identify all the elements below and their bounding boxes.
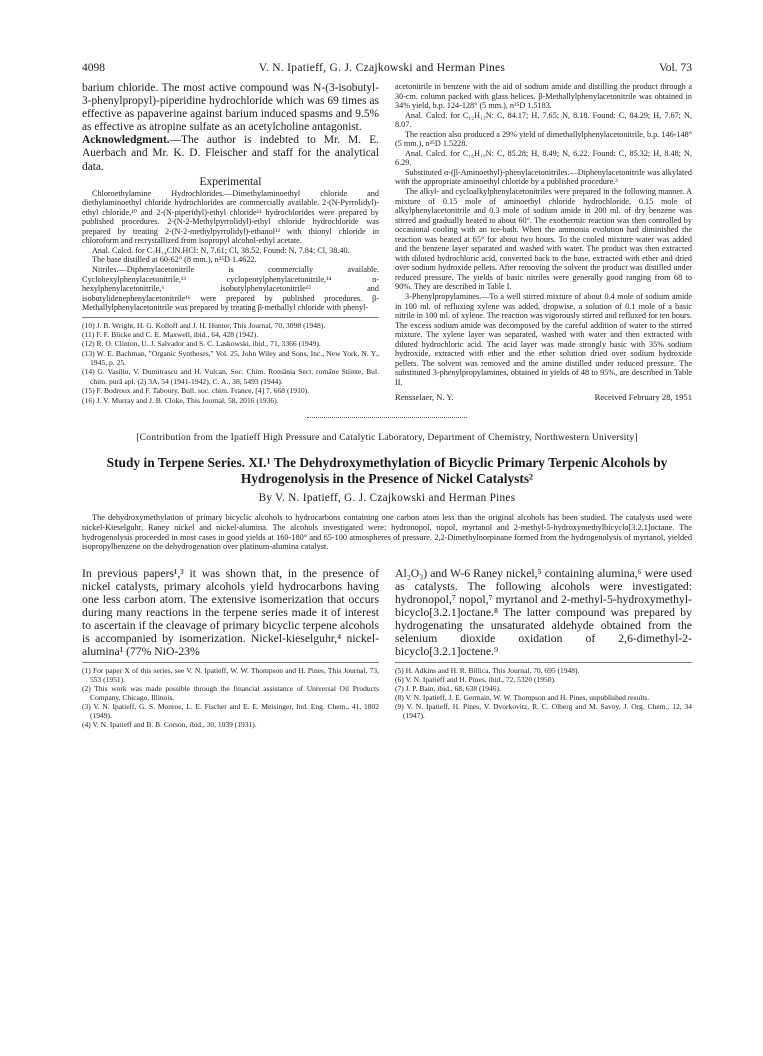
running-title: V. N. Ipatieff, G. J. Czajkowski and Herman Pines xyxy=(258,62,506,74)
article-authors: By V. N. Ipatieff, G. J. Czajkowski and Herman Pines xyxy=(258,492,516,505)
place: Rensselaer, N. Y. xyxy=(395,391,454,402)
lower-right-column xyxy=(395,567,692,729)
footnotes-lower-right xyxy=(395,662,692,720)
footnotes-lower-left xyxy=(82,662,379,729)
running-header xyxy=(82,62,692,82)
paragraph: Nitriles.—Diphenylacetonitrile is commercially available. Cyclohexylphenylacetonitrile,¹³ cyclopentylphenylacetonitrile,¹⁴ n-hexylphenylacetonitrile,⁶ isobutylphenylacetonitrile¹⁵ and isobutylidenephenylacetonitrile¹⁶ were prepared by published procedures. β-Methallylphenylacetonitrile was prepared by treating β-methallyl chloride with phenyl- xyxy=(82,265,379,313)
footnote: (1) For paper X of this series, see V. N. Ipatieff, W. W. Thompson and H. Pines, This Journal, 73, 553 (1951). xyxy=(82,665,379,684)
journal-page xyxy=(82,62,692,1037)
page-number: 4098 xyxy=(82,62,105,74)
experimental-left-text xyxy=(82,189,379,313)
paragraph: Anal. Calcd. for C₇H₁₄ClN.HCl: N, 7.61; Cl, 38.52. Found: N, 7.84; Cl, 38.40. xyxy=(92,245,350,255)
paragraph: The base distilled at 60-62° (8 mm.), n²⁵D 1.4622. xyxy=(92,255,257,265)
intro-paragraph: barium chloride. The most active compound was N-(3-isobutyl-3-phenylpropyl)-piperidine hydrochloride which was 69 times as effective as papaverine against barium induced spasms and 9.5% as effective as atropine sulfate as an acetylcholine antagonist. xyxy=(82,82,379,134)
upper-right-column xyxy=(395,82,692,405)
footnote: (2) This work was made possible through the financial assistance of Universal Oil Products Company, Chicago, Illinois. xyxy=(82,683,379,702)
volume-label: Vol. 73 xyxy=(658,62,692,74)
lower-columns xyxy=(82,567,692,729)
paragraph: 3-Phenylpropylamines.—To a well stirred mixture of about 0.4 mole of sodium amide in 100 ml. of refluxing xylene was added, dropwise, a solution of 0.1 mole of a basic nitrile in 100 ml. of xylene. The reaction was vigorously stirred and refluxed for ten hours. The excess sodium amide was decomposed by the careful addition of water to the stirred mixture. The xylene layer was separated, washed with water and then extracted with diluted hydrochloric acid. The acid layer was made strongly basic with 35% sodium hydroxide, extracted with ether and the ether solution dried over sodium hydroxide pellets. The solvent was removed and the amine distilled under reduced pressure. The substituted 3-phenylpropylamines, obtained in yields of 48 to 95%, are described in Table II. xyxy=(395,292,692,387)
paragraph: Anal. Calcd. for C₁₂H₁₃N: C, 84.17; H, 7.65; N, 8.18. Found: C, 84.29; H, 7.67; N, 8.07. xyxy=(395,110,692,130)
lower-left-column xyxy=(82,567,379,729)
footnote: (12) R. O. Clinton, U. J. Salvador and S. C. Laskowski, ibid., 71, 3366 (1949). xyxy=(82,339,321,349)
paragraph: The alkyl- and cycloalkylphenylacetonitriles were prepared in the following manner. A mixture of 0.15 mole of aminoethyl chloride hydrochloride, 0.15 mole of alkylphenylacetonitrile and 0.3 mole of sodium amide in 200 ml. of dry benzene was stirred and gradually heated to about 60°. The exothermic reaction was then controlled by occasional cooling with an ice-bath. When the ammonia evolution had diminished the reaction was heated at 65° for about two hours. To the cooled mixture water was added and the benzene layer separated and washed with water. The product was then extracted with diluted hydrochloric acid, converted back to the base, extracted with ether and dried over sodium hydroxide pellets. After removing the solvent the product was distilled under reduced pressure. The yields of basic nitriles were generally good ranging from 68 to 90%. They are described in Table I. xyxy=(395,187,692,292)
paragraph: acetonitrile in benzene with the aid of sodium amide and distilling the product through a 30-cm. column packed with glass helices. β-Methallylphenylacetonitrile was obtained in 34% yield, b.p. 124-128° (5 mm.), n²⁵D 1.5183. xyxy=(395,82,692,111)
article-abstract: The dehydroxymethylation of primary bicyclic alcohols to hydrocarbons containing one carbon atom less than the original alcohols has been studied. The catalysts used were nickel-Kieselguhr, Raney nickel and nickel-alumina. The alcohols investigated were: hydronopol, nopol, myrtanol and 2-methyl-5-hydroxymethylbicyclo[3.2.1]octane. The hydrogenolysis proceeded in most cases in good yields at 160-180° and 65-100 atmospheres of pressure. 2,2-Dimethylnorpinane formed from the hydrogenolysis of myrtanol, yielded isopropylbenzene on the dehydrogenation over platinum-alumina catalyst. xyxy=(82,513,692,552)
article-divider xyxy=(307,417,467,418)
experimental-heading: Experimental xyxy=(199,175,262,188)
body-paragraph: Al₂O₃) and W-6 Raney nickel,⁵ containing alumina,⁶ were used as catalysts. The following alcohols were investigated: hydronopol,⁷ nopol,⁷ myrtanol and 2-methyl-5-hydroxymethyl-bicyclo[3.2.1]octane.⁸ The latter compound was prepared by hydrogenating the unsaturated aldehyde obtained from the selenium dioxide oxidation of 2,6-dimethyl-2-bicyclo[3.2.1]octene.⁹ xyxy=(395,566,692,658)
footnote: (11) F. F. Blicke and C. E. Maxwell, ibid., 64, 428 (1942). xyxy=(82,330,259,340)
upper-left-column xyxy=(82,82,379,405)
footnote: (4) V. N. Ipatieff and B. B. Corson, ibid., 30, 1039 (1931). xyxy=(82,719,257,729)
acknowledgment-heading: Acknowledgment. xyxy=(82,134,170,147)
upper-columns xyxy=(82,82,692,405)
paragraph: Chloroethylamine Hydrochlorides.—Dimethylaminoethyl chloride and diethylaminoethyl chloride hydrochlorides are commercially available. 2-(N-Pyrrolidyl)-ethyl chloride,¹⁰ and 2-(N-piperidyl)-ethyl chloride¹¹ hydrochlorides were prepared by published procedures. 2-(N-2-Methylpyrrolidyl)-ethyl chloride hydrochloride was prepared by treating 2-(N-2-methylpyrrolidyl)-ethanol¹² with thionyl chloride in chloroform and recrystallized from isopropyl alcohol-ethyl acetate. xyxy=(82,188,379,246)
footnote: (13) W. E. Bachman, "Organic Syntheses," Vol. 25, John Wiley and Sons, Inc., New York, N. Y., 1945, p. 25. xyxy=(82,348,379,368)
received-date: Received February 28, 1951 xyxy=(594,391,692,402)
footnote: (14) G. Vasiliu, V. Dumitrascu and H. Vulcan, Soc. Chim. România Sect. române Stiinte, Bul. chim. pură apl. (2) 3A, 54 (1941-1942), C. A., 38, 5493 (1944). xyxy=(82,367,379,386)
paragraph: Anal. Calcd. for C₁₆H₁₉N: C, 85.28; H, 8.49; N, 6.22. Found: C, 85.32; H, 8.48; N, 6.29. xyxy=(395,148,692,168)
contribution-line: [Contribution from the Ipatieff High Pressure and Catalytic Laboratory, Department of Chemistry, Northwestern University] xyxy=(136,431,638,443)
footnotes-upper-left xyxy=(82,317,379,405)
footnote: (8) V. N. Ipatieff, J. E. Germain, W. W. Thompson and H. Pines, unpublished results. xyxy=(395,692,650,702)
experimental-right-text xyxy=(395,82,692,388)
paragraph: The reaction also produced a 29% yield of dimethallylphenylacetonitrile, b.p. 146-148° (5 mm.), n²⁵D 1.5228. xyxy=(395,129,692,149)
article-title: Study in Terpene Series. XI.¹ The Dehydroxymethylation of Bicyclic Primary Terpenic Alcohols by Hydrogenolysis in the Presence of Nickel Catalysts² xyxy=(106,455,668,487)
footnote: (7) J. P. Bain, ibid., 68, 638 (1946). xyxy=(395,683,501,693)
footnote: (16) J. V. Murray and J. B. Cloke, This Journal, 58, 2016 (1936). xyxy=(82,395,279,405)
footnote: (9) V. N. Ipatieff, H. Pines, V. Dvorkovitz, R. C. Olberg and M. Savoy, J. Org. Chem., 12, 34 (1947). xyxy=(395,701,692,720)
acknowledgment-text: —The author is indebted to Mr. M. E. Auerbach and Mr. K. D. Fleischer and staff for the analytical data. xyxy=(82,134,379,173)
received-line xyxy=(395,392,692,402)
footnote: (3) V. N. Ipatieff, G. S. Monroe, L. E. Fischer and E. E. Meisinger, Ind. Eng. Chem., 41, 1802 (1949). xyxy=(82,701,379,720)
footnote: (5) H. Adkins and H. R. Billica, This Journal, 70, 695 (1948). xyxy=(395,665,580,675)
body-paragraph: In previous papers¹,³ it was shown that, in the presence of nickel catalysts, primary alcohols yield hydrocarbons having one less carbon atom. The extensive isomerization that occurs during many reactions in the terpene series made it of interest to ascertain if the cleavage of primary bicyclic terpene alcohols is accompanied by isomerization. Nickel-kieselguhr,⁴ nickel-alumina¹ (77% NiO-23% xyxy=(82,566,379,658)
paragraph: Substituted α-(β-Aminoethyl)-phenylacetonitriles.—Diphenylacetonitrile was alkylated with the appropriate aminoethyl chloride by a published procedure.³ xyxy=(395,167,692,187)
footnote: (10) J. B. Wright, H. G. Kolloff and J. H. Hunter, This Journal, 70, 3098 (1948). xyxy=(82,320,326,330)
footnote: (6) V. N. Ipatieff and H. Pines, ibid., 72, 5320 (1950). xyxy=(395,674,556,684)
acknowledgment xyxy=(82,134,379,173)
footnote: (15) F. Bodroux and F. Taboury, Bull. soc. chim. France, [4] 7, 668 (1910). xyxy=(82,386,310,396)
